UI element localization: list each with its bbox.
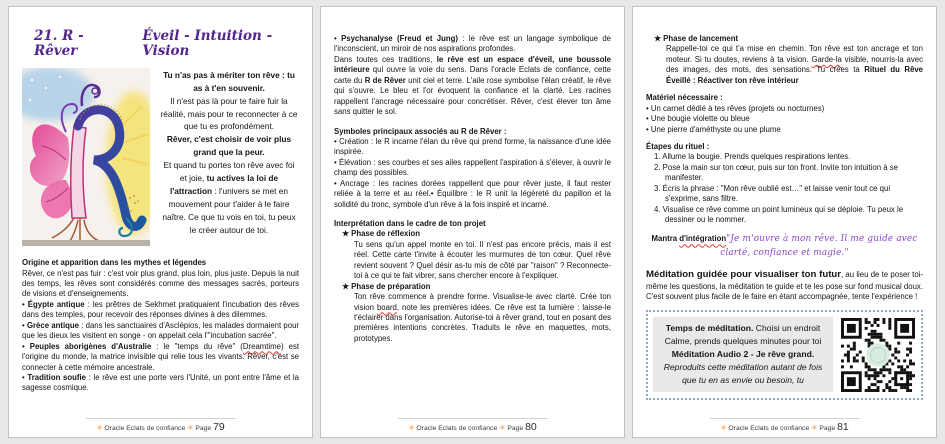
symbol-bullet-elevation: • Élévation : ses courbes et ses ailes rappellent l'aspiration à s'élever, à ouvrir le champ des possibles. — [334, 157, 611, 178]
phase-lancement-title: ★ Phase de lancement — [654, 34, 739, 43]
page-number: 79 — [213, 420, 225, 433]
page-81 — [632, 6, 937, 438]
page-footer — [9, 418, 312, 434]
ritual-step: 1. Allume la bougie. Prends quelques respirations lentes. — [654, 152, 851, 162]
footer-divider — [710, 418, 860, 419]
origin-bullet-egypt: • Égypte antique : les prêtres de Sekhmet pratiquaient l'incubation des rêves dans des temples, pour recevoir des réponses divines à des dilemmes. — [22, 299, 299, 320]
quote-line-3: Rêver, c'est choisir de voir plus grand que la peur. — [166, 134, 292, 158]
etapes-heading: Étapes du rituel : — [646, 141, 710, 151]
page-number: 81 — [837, 420, 849, 433]
origin-bullet-greece: • Grèce antique : dans les sanctuaires d'Asclépios, les malades dormaient pour que les dieux les visitent en songe - on appelait cela l'"incubation sacrée". — [22, 320, 299, 341]
phase-preparation-title: ★ Phase de préparation — [342, 281, 431, 291]
card-quote-column — [159, 68, 299, 237]
meditation-intro: Méditation guidée pour visualiser ton futur, au lieu de te poser toi-même les questions, la méditation te guide et te les pose sur fond musical doux. C'est souvent plus facile de le faire en étant accompagnée, tente l'expérience ! — [646, 268, 923, 302]
phase-reflexion-title: ★ Phase de réflexion — [342, 229, 421, 239]
phase-reflexion-body: Tu sens qu'un appel monte en toi. Il n'est pas encore précis, mais il est réel. Cette carte t'invite à écouter les murmures de ton cœur. Quel rêve revient souvent ? Quel désir as-tu mis de côté par "raison" ? Reconnecte-toi à ce qui te fait vibrer, sans chercher encore à l'expliquer. — [354, 239, 611, 281]
ritual-step: 3. Écris la phrase : "Mon rêve oublié est…" et laisse venir tout ce qui s'exprime, sans filtre. — [654, 183, 891, 204]
footer-brand: Oracle Eclats de confiance — [104, 424, 186, 432]
symbols-heading: Symboles principaux associés au R de Rêver : — [334, 126, 507, 136]
materiel-item: • Une bougie violette ou bleue — [646, 114, 750, 124]
star-icon: ✳ — [96, 422, 103, 432]
meditation-box-text: Temps de méditation. Choisi un endroit Calme, prends quelques minutes pour toi Méditation Audio 2 - Je rêve grand. Reproduits cette méditation autant de fois que tu en as envie ou besoin, tu — [653, 317, 833, 391]
symbol-bullet-creation: • Création : le R incarne l'élan du rêve qui prend forme, la naissance d'une idée inspirée. — [334, 136, 611, 157]
card-title-keywords: Éveil - Intuition - Vision — [142, 28, 273, 59]
origin-bullet-sufi: • Tradition soufie : le rêve est une porte vers l'Unité, un pont entre l'âme et la sagesse cosmique. — [22, 372, 299, 393]
page-number: 80 — [525, 420, 537, 433]
quote-line-2: Il n'est pas là pour te faire fuir la réalité, mais pour te reconnecter à ce que tu es profondément. — [160, 95, 298, 132]
star-icon: ✳ — [408, 422, 415, 432]
card-title — [34, 29, 299, 59]
footer-page-word: Page — [507, 424, 524, 432]
page-footer — [633, 418, 936, 434]
traditions-paragraph: Dans toutes ces traditions, le rêve est un espace d'éveil, une boussole intérieure qui ouvre la voie du sens. Dans l'oracle Eclats de confiance, cette carte du R de Rêver unit ciel et terre. L'aile rose symbolise l'élan créatif, le rêve qui s'ouvre. Le bleu et l'or évoquent la confiance et la clarté. Les racines rappellent l'ancrage nécessaire pour concrétiser. Rêver, c'est élever ton âme sans quitter le sol. — [334, 54, 611, 117]
page-80 — [320, 6, 625, 438]
page-footer — [321, 418, 624, 434]
footer-brand: Oracle Eclats de confiance — [728, 424, 810, 432]
ritual-step: 4. Visualise ce rêve comme un point lumineux qui se déploie. Tu peux le dessiner ou le nommer. — [654, 204, 904, 224]
page-79 — [8, 6, 313, 438]
materiel-item: • Une pierre d'améthyste ou une plume — [646, 124, 781, 134]
star-icon: ✳ — [499, 422, 506, 432]
star-icon: ✳ — [187, 422, 194, 432]
materiel-item: • Un carnet dédié à tes rêves (projets ou nocturnes) — [646, 103, 825, 113]
origins-heading: Origine et apparition dans les mythes et légendes — [22, 258, 207, 268]
phase-preparation-body: Ton rêve commence à prendre forme. Visualise-le avec clarté. Crée ton vision board, note les premières idées. Ce rêve est ta lumière : laisse-le t'éclairer dans l'organisation. Autorise-toi à rêver grand, tout en posant des premières intentions concrètes. Traduits le rêve en maquettes, mots, prototypes. — [354, 292, 611, 343]
origins-intro: Rêver, ce n'est pas fuir : c'est voir plus grand, plus loin, plus juste. Depuis la nuit des temps, les rêves sont considérés comme des messages sacrés, porteurs de visions et d'enseignements. — [22, 268, 299, 299]
card-title-number-name: 21. R - Rêver — [34, 28, 84, 59]
star-icon: ✳ — [811, 422, 818, 432]
quote-line-4: Et quand tu portes ton rêve avec foi et joie, tu actives la loi de l'attraction : l'univers se met en mouvement pour t'aider à le faire naître. Ce que tu vois en toi, tu peux le créer autour de toi. — [162, 160, 296, 235]
symbol-bullet-ancrage-equilibre: • Ancrage : les racines dorées rappellent que pour rêver juste, il faut rester reliée à la terre et au réel.• Équilibre : le R unit la légèreté du papillon et la solidité du tronc, symbole d'un rêve à la fois inspiré et incarné. — [334, 178, 611, 209]
footer-divider — [398, 418, 548, 419]
origin-bullet-aborigines: • Peuples aborigènes d'Australie : le "temps du rêve" (Dreamtime) est l'origine du monde, la matrice invisible qui relie tous les vivants. Rêver, c'est se connecter à cette mémoire ancestrale. — [22, 341, 300, 372]
mantra-line: Mantra d'intégration"Je m'ouvre à mon rêve. Il me guide avec clarté, confiance et magie." — [651, 234, 918, 258]
materiel-heading: Matériel nécessaire : — [646, 93, 723, 103]
footer-page-word: Page — [195, 424, 212, 432]
phase-lancement-body: Rappelle-toi ce qui t'a mise en chemin. Ton rêve est ton ancrage et ton moteur. Si tu doutes, reviens à ta vision. Garde-la visible, nourris-la avec des images, des mots, des sensations. Tu crées ta Rituel du Rêve Éveillé : Réactiver ton rêve intérieur — [666, 44, 924, 85]
footer-divider — [86, 418, 236, 419]
qr-code — [840, 317, 916, 393]
quote-line-1: Tu n'as pas à mériter ton rêve : tu as à t'en souvenir. — [163, 69, 295, 93]
interpretation-heading: Interprétation dans le cadre de ton projet — [334, 219, 486, 228]
meditation-box — [646, 310, 923, 400]
footer-brand: Oracle Eclats de confiance — [416, 424, 498, 432]
footer-page-word: Page — [819, 424, 836, 432]
card-artwork-frame — [22, 68, 150, 249]
star-icon: ✳ — [720, 422, 727, 432]
card-artwork — [22, 68, 150, 246]
psych-bullet: • Psychanalyse (Freud et Jung) : le rêve est un langage symbolique de l'inconscient, un miroir de nos aspirations profondes. — [334, 34, 611, 54]
card-intro-columns — [22, 68, 299, 249]
ritual-step: 2. Pose la main sur ton cœur, puis sur ton front. Invite ton intuition à se manifester. — [654, 162, 898, 183]
